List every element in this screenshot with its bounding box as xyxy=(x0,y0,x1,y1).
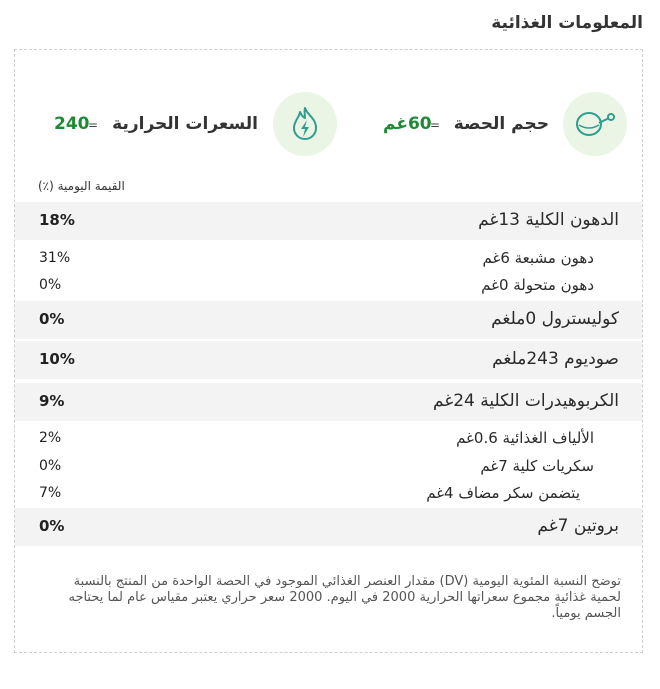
nutrient-row-total-fat xyxy=(15,202,642,240)
nutrient-row-added-sugars xyxy=(15,479,642,506)
nutrient-name: صوديوم 243ملغم xyxy=(492,349,619,369)
calories-label: السعرات الحرارية xyxy=(112,114,258,134)
serving-size-value: 60غم xyxy=(383,114,432,134)
nutrient-row-total-carbs xyxy=(15,383,642,421)
calories-equals: = xyxy=(88,118,99,132)
nutrient-row-protein xyxy=(15,508,642,546)
nutrient-name: دهون متحولة 0غم xyxy=(481,276,594,294)
nutrient-name: سكريات كلية 7غم xyxy=(480,457,594,475)
nutrient-row-total-sugars xyxy=(15,452,642,479)
nutrient-percent: 10% xyxy=(39,350,75,368)
nutrient-percent: 0% xyxy=(39,458,62,474)
nutrient-percent: 0% xyxy=(39,310,65,328)
nutrient-row-sodium xyxy=(15,341,642,379)
nutrient-percent: 7% xyxy=(39,485,62,501)
nutrient-percent: 0% xyxy=(39,517,65,535)
page-title: المعلومات الغذائية xyxy=(491,13,643,33)
nutrient-name: يتضمن سكر مضاف 4غم xyxy=(426,484,580,502)
nutrient-percent: 9% xyxy=(39,392,65,410)
nutrient-name: بروتين 7غم xyxy=(537,516,619,536)
daily-value-header: القيمة اليومية (٪) xyxy=(38,179,125,193)
nutrition-summary xyxy=(0,92,660,156)
nutrient-row-trans-fat xyxy=(15,271,642,298)
calories-value: 240 xyxy=(54,114,90,134)
nutrient-row-saturated-fat xyxy=(15,244,642,271)
nutrient-name: الدهون الكلية 13غم xyxy=(478,210,619,230)
serving-equals: = xyxy=(430,118,441,132)
nutrient-percent: 18% xyxy=(39,211,75,229)
nutrient-name: الألياف الغذائية 0.6غم xyxy=(456,429,594,447)
nutrient-name: كوليسترول 0ملغم xyxy=(491,309,619,329)
nutrient-row-dietary-fiber xyxy=(15,424,642,451)
nutrient-percent: 0% xyxy=(39,277,62,293)
daily-value-footnote: توضح النسبة المئوية اليومية (DV) مقدار العنصر الغذائي الموجود في الحصة الواحدة من المنتج بالنسبة لحمية غذائية مجموع سعراتها الحرارية 2000 في اليوم. 2000 سعر حراري يعتبر مقياس عام لما يحتاجه الجسم يومياً. xyxy=(68,574,621,621)
nutrient-percent: 2% xyxy=(39,430,62,446)
serving-size-label: حجم الحصة xyxy=(453,114,549,134)
bowl-spoon-icon xyxy=(563,92,627,156)
nutrient-percent: 31% xyxy=(39,250,71,266)
nutrient-row-cholesterol xyxy=(15,301,642,339)
flame-icon xyxy=(273,92,337,156)
nutrient-name: الكربوهيدرات الكلية 24غم xyxy=(433,391,619,411)
nutrient-name: دهون مشبعة 6غم xyxy=(482,249,594,267)
